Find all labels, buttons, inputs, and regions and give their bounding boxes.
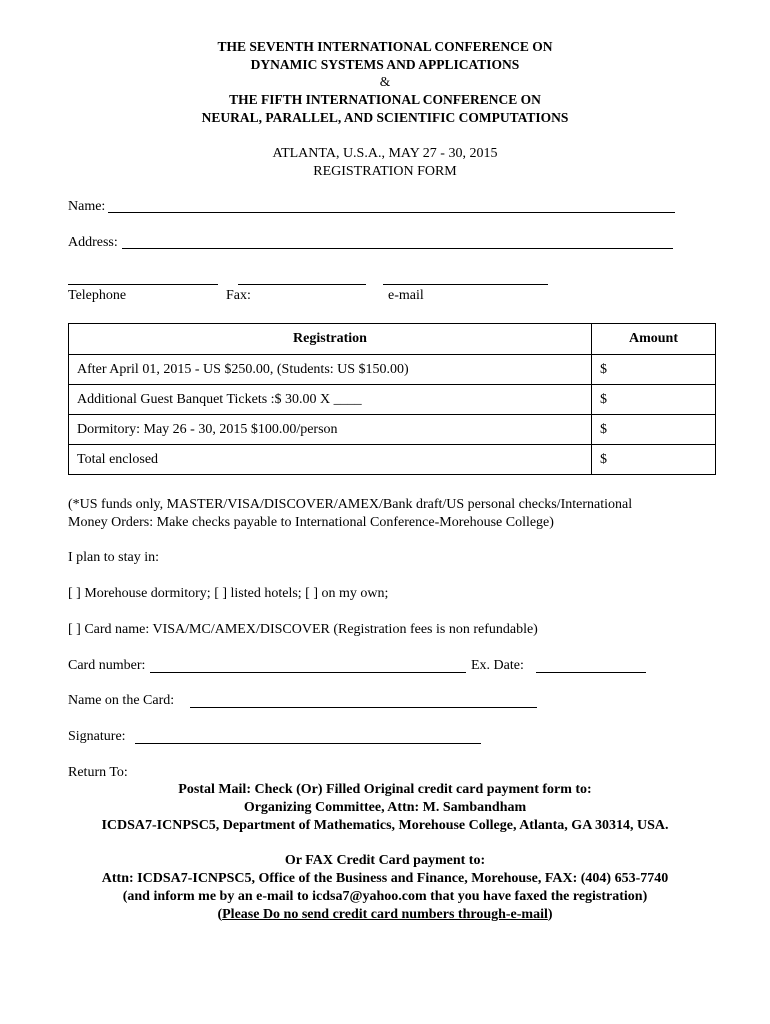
postal-line-3: ICDSA7-ICNPSC5, Department of Mathematics, Morehouse College, Atlanta, GA 30314, USA. xyxy=(101,818,669,833)
address-label: Address: xyxy=(68,235,118,250)
stay-options[interactable]: [ ] Morehouse dormitory; [ ] listed hotels; [ ] on my own; xyxy=(68,586,389,601)
exp-date-label: Ex. Date: xyxy=(471,658,524,673)
signature-field[interactable] xyxy=(135,743,481,744)
registration-column-header: Registration xyxy=(69,324,592,355)
payment-note-line-2: Money Orders: Make checks payable to International Conference-Morehouse College) xyxy=(68,515,554,530)
header-line-2: DYNAMIC SYSTEMS AND APPLICATIONS xyxy=(250,57,520,72)
amount-column-header: Amount xyxy=(592,324,716,355)
telephone-label: Telephone xyxy=(68,288,127,303)
exp-date-field[interactable] xyxy=(536,672,646,673)
name-on-card-field[interactable] xyxy=(190,707,537,708)
payment-note-line-1: (*US funds only, MASTER/VISA/DISCOVER/AMEX/Bank draft/US personal checks/International xyxy=(68,497,633,512)
postal-line-2: Organizing Committee, Attn: M. Sambandham xyxy=(243,800,527,815)
fax-line-4 xyxy=(0,906,770,924)
stay-label: I plan to stay in: xyxy=(68,550,159,565)
banquet-tickets-item: Additional Guest Banquet Tickets :$ 30.00 X ____ xyxy=(69,385,592,415)
header-line-5: NEURAL, PARALLEL, AND SCIENTIFIC COMPUTATIONS xyxy=(201,110,569,125)
card-number-label: Card number: xyxy=(68,658,146,673)
telephone-field[interactable] xyxy=(68,284,218,285)
table-row xyxy=(69,385,716,415)
total-enclosed-amount[interactable]: $ xyxy=(592,445,716,475)
fax-label: Fax: xyxy=(226,288,251,303)
dormitory-item: Dormitory: May 26 - 30, 2015 $100.00/person xyxy=(69,415,592,445)
email-field[interactable] xyxy=(383,284,548,285)
return-to-label: Return To: xyxy=(68,765,128,780)
registration-fee-item: After April 01, 2015 - US $250.00, (Students: US $150.00) xyxy=(69,355,592,385)
banquet-tickets-amount[interactable]: $ xyxy=(592,385,716,415)
card-name-option[interactable]: [ ] Card name: VISA/MC/AMEX/DISCOVER (Registration fees is non refundable) xyxy=(68,622,538,637)
fax-line-1: Or FAX Credit Card payment to: xyxy=(284,853,486,868)
fax-field[interactable] xyxy=(238,284,366,285)
table-row xyxy=(69,445,716,475)
fax-warning-text: Please Do no send credit card numbers through-e-mail xyxy=(222,907,548,922)
fax-warning-close-paren: ) xyxy=(547,907,553,922)
fax-warning-open-paren: ( xyxy=(217,907,223,922)
fax-line-2: Attn: ICDSA7-ICNPSC5, Office of the Business and Finance, Morehouse, FAX: (404) 653-7740 xyxy=(101,871,669,886)
name-on-card-label: Name on the Card: xyxy=(68,693,175,708)
email-label: e-mail xyxy=(388,288,424,303)
registration-table xyxy=(68,323,716,475)
location-date: ATLANTA, U.S.A., MAY 27 - 30, 2015 xyxy=(272,146,498,161)
fax-line-3: (and inform me by an e-mail to icdsa7@yahoo.com that you have faxed the registration) xyxy=(122,889,648,904)
header-line-4: THE FIFTH INTERNATIONAL CONFERENCE ON xyxy=(229,92,541,107)
postal-line-1: Postal Mail: Check (Or) Filled Original credit card payment form to: xyxy=(178,782,592,797)
form-title: REGISTRATION FORM xyxy=(313,164,457,179)
signature-label: Signature: xyxy=(68,729,126,744)
dormitory-amount[interactable]: $ xyxy=(592,415,716,445)
name-field[interactable] xyxy=(108,212,675,213)
total-enclosed-item: Total enclosed xyxy=(69,445,592,475)
header-line-1: THE SEVENTH INTERNATIONAL CONFERENCE ON xyxy=(217,39,553,54)
address-field[interactable] xyxy=(122,248,673,249)
header-ampersand: & xyxy=(379,74,391,89)
name-label: Name: xyxy=(68,199,106,214)
table-header-row xyxy=(69,324,716,355)
card-number-field[interactable] xyxy=(150,672,466,673)
table-row xyxy=(69,415,716,445)
table-row xyxy=(69,355,716,385)
registration-fee-amount[interactable]: $ xyxy=(592,355,716,385)
